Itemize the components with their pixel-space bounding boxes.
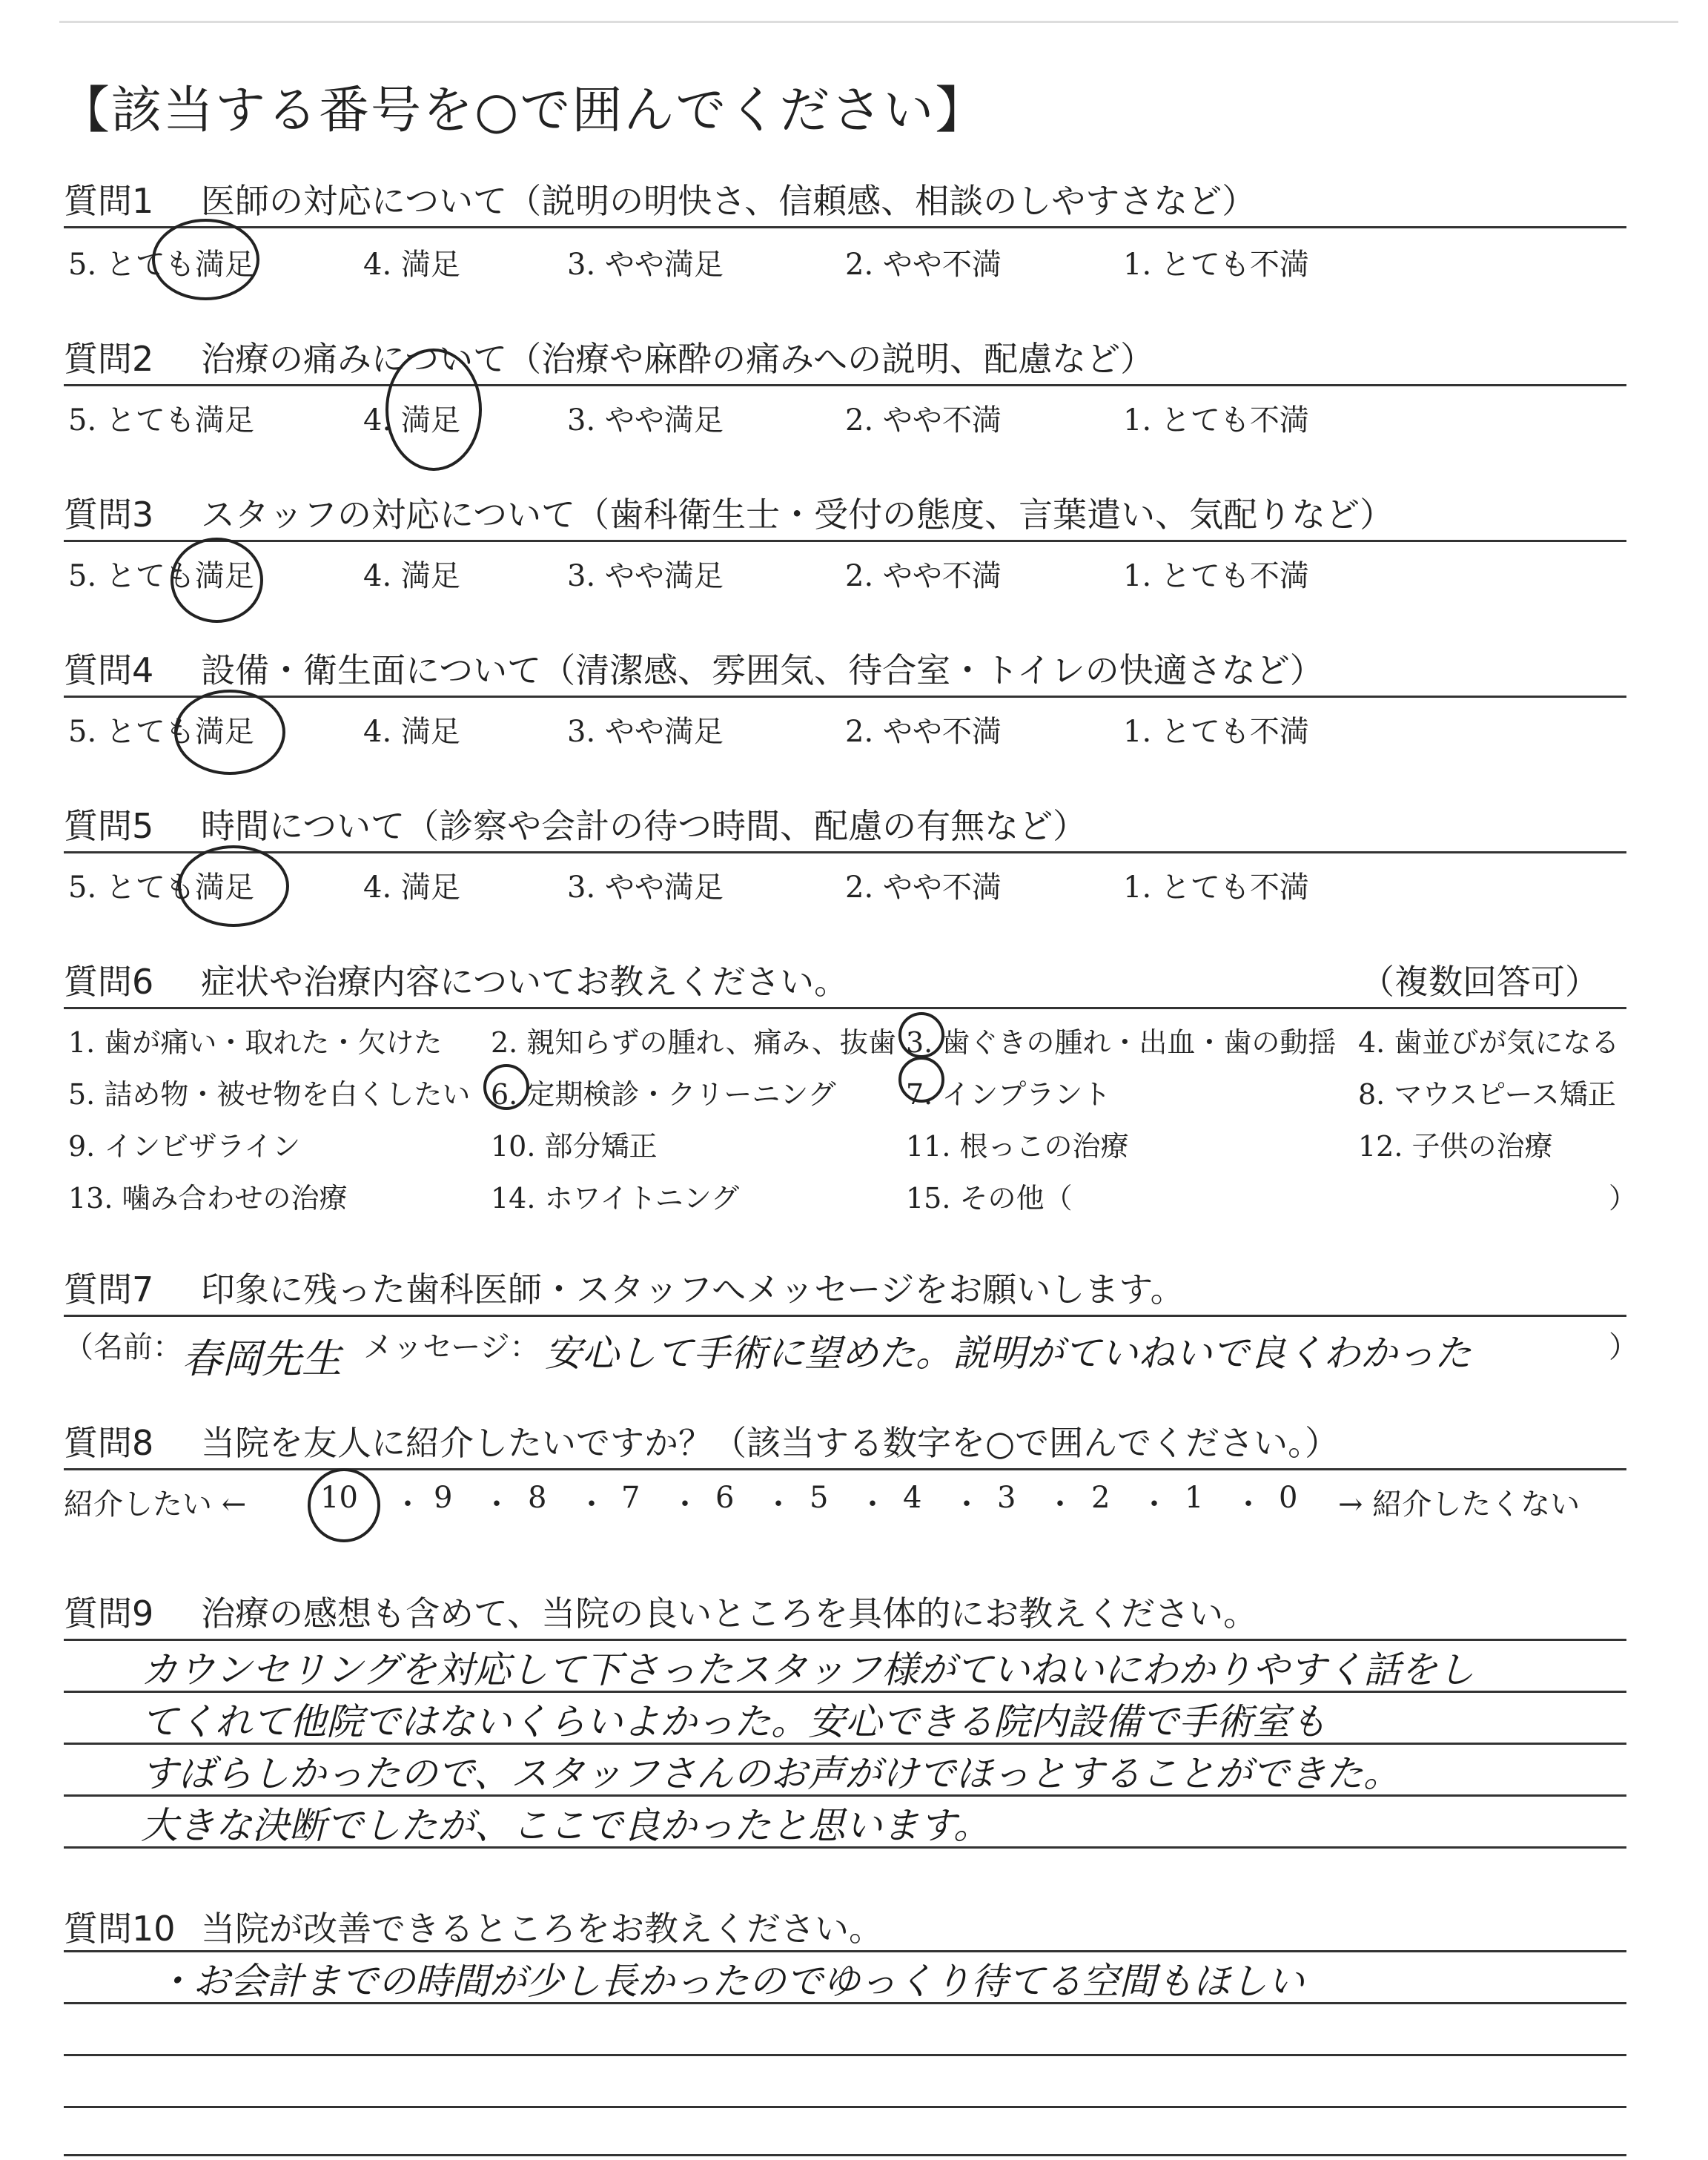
question-text: 当院を友人に紹介したいですか？（該当する数字を○で囲んでください。） bbox=[201, 1423, 1340, 1463]
name-handwritten[interactable]: 春岡先生 bbox=[182, 1335, 342, 1382]
answer-text-line[interactable]: 大きな決断でしたが、ここで良かったと思います。 bbox=[141, 1804, 990, 1847]
answer-text-line[interactable]: すばらしかったので、スタッフさんのお声がけでほっとすることができた。 bbox=[141, 1752, 1400, 1795]
page-title: 【該当する番号を○で囲んでください】 bbox=[59, 82, 987, 140]
symptom-option-13[interactable]: 13. 噛み合わせの治療 bbox=[68, 1182, 348, 1215]
recommend-right-label: → 紹介したくない bbox=[1338, 1487, 1580, 1522]
symptom-option-3[interactable]: 3. 歯ぐきの腫れ・出血・歯の動揺 bbox=[906, 1026, 1337, 1059]
scale-10[interactable]: 10 bbox=[320, 1481, 358, 1515]
divider bbox=[64, 696, 1626, 698]
question-text: 治療の感想も含めて、当院の良いところを具体的にお教えください。 bbox=[201, 1593, 1258, 1634]
scale-0[interactable]: 0 bbox=[1279, 1481, 1298, 1515]
other-close-paren: ） bbox=[1609, 1182, 1638, 1215]
question-text: 症状や治療内容についてお教えください。 bbox=[201, 962, 849, 1002]
scale-dot: ・ bbox=[393, 1487, 423, 1522]
symptom-option-11[interactable]: 11. 根っこの治療 bbox=[906, 1130, 1129, 1163]
multiple-answers-note: （複数回答可） bbox=[1360, 962, 1599, 1002]
question-text: 印象に残った歯科医師・スタッフへメッセージをお願いします。 bbox=[201, 1269, 1185, 1309]
rating-option-4[interactable]: 4. 満足 bbox=[363, 403, 460, 437]
question-number: 質問9 bbox=[64, 1593, 154, 1634]
scale-dot: ・ bbox=[1139, 1487, 1169, 1522]
message-label: メッセージ： bbox=[363, 1330, 540, 1364]
question-10 bbox=[64, 1902, 883, 1951]
symptom-option-5[interactable]: 5. 詰め物・被せ物を白くしたい bbox=[68, 1078, 471, 1111]
rating-option-1[interactable]: 1. とても不満 bbox=[1123, 559, 1309, 593]
question-8 bbox=[64, 1416, 1339, 1465]
answer-line bbox=[64, 2106, 1626, 2108]
rating-option-5[interactable]: 5. とても満足 bbox=[68, 715, 254, 749]
message-close-paren: ） bbox=[1609, 1330, 1638, 1364]
question-number: 質問2 bbox=[64, 339, 154, 379]
symptom-option-8[interactable]: 8. マウスピース矯正 bbox=[1358, 1078, 1616, 1111]
scale-dot: ・ bbox=[952, 1487, 982, 1522]
question-number: 質問10 bbox=[64, 1909, 176, 1949]
symptom-option-1[interactable]: 1. 歯が痛い・取れた・欠けた bbox=[68, 1026, 443, 1059]
scale-6[interactable]: 6 bbox=[715, 1481, 735, 1515]
rating-option-1[interactable]: 1. とても不満 bbox=[1123, 871, 1309, 905]
symptom-option-12[interactable]: 12. 子供の治療 bbox=[1358, 1130, 1553, 1163]
scale-1[interactable]: 1 bbox=[1185, 1481, 1204, 1515]
question-3 bbox=[64, 488, 1394, 537]
rating-option-2[interactable]: 2. やや不満 bbox=[845, 248, 1002, 282]
symptom-option-15[interactable]: 15. その他（ bbox=[906, 1182, 1073, 1215]
scale-8[interactable]: 8 bbox=[528, 1481, 547, 1515]
symptom-option-10[interactable]: 10. 部分矯正 bbox=[491, 1130, 658, 1163]
answer-text-line[interactable]: ・お会計までの時間が少し長かったのでゆっくり待てる空間もほしい bbox=[156, 1960, 1305, 2003]
question-text: 時間について（診察や会計の待つ時間、配慮の有無など） bbox=[201, 806, 1088, 846]
rating-option-4[interactable]: 4. 満足 bbox=[363, 248, 460, 282]
question-1 bbox=[64, 174, 1256, 223]
rating-option-1[interactable]: 1. とても不満 bbox=[1123, 248, 1309, 282]
scale-3[interactable]: 3 bbox=[997, 1481, 1016, 1515]
question-text: スタッフの対応について（歯科衛生士・受付の態度、言葉遣い、気配りなど） bbox=[201, 495, 1394, 535]
scale-dot: ・ bbox=[1234, 1487, 1263, 1522]
rating-option-4[interactable]: 4. 満足 bbox=[363, 715, 460, 749]
rating-option-2[interactable]: 2. やや不満 bbox=[845, 871, 1002, 905]
question-text: 医師の対応について（説明の明快さ、信頼感、相談のしやすさなど） bbox=[201, 181, 1257, 221]
question-2 bbox=[64, 332, 1154, 381]
answer-text-line[interactable]: てくれて他院ではないくらいよかった。安心できる院内設備で手術室も bbox=[141, 1700, 1327, 1743]
rating-option-5[interactable]: 5. とても満足 bbox=[68, 403, 254, 437]
divider bbox=[64, 851, 1626, 853]
question-number: 質問1 bbox=[64, 181, 154, 221]
scale-2[interactable]: 2 bbox=[1091, 1481, 1110, 1515]
answer-line bbox=[64, 2054, 1626, 2056]
question-text: 設備・衛生面について（清潔感、雰囲気、待合室・トイレの快適さなど） bbox=[201, 650, 1324, 690]
question-number: 質問3 bbox=[64, 495, 154, 535]
symptom-option-2[interactable]: 2. 親知らずの腫れ、痛み、抜歯 bbox=[491, 1026, 896, 1059]
symptom-option-14[interactable]: 14. ホワイトニング bbox=[491, 1182, 740, 1215]
scale-dot: ・ bbox=[858, 1487, 887, 1522]
rating-option-1[interactable]: 1. とても不満 bbox=[1123, 715, 1309, 749]
question-6 bbox=[64, 955, 848, 1004]
question-number: 質問7 bbox=[64, 1269, 154, 1309]
divider bbox=[64, 1468, 1626, 1470]
question-number: 質問4 bbox=[64, 650, 154, 690]
recommend-left-label: 紹介したい ← bbox=[64, 1487, 247, 1522]
scale-5[interactable]: 5 bbox=[810, 1481, 829, 1515]
rating-option-4[interactable]: 4. 満足 bbox=[363, 871, 460, 905]
scale-dot: ・ bbox=[577, 1487, 606, 1522]
symptom-option-6[interactable]: 6. 定期検診・クリーニング bbox=[491, 1078, 836, 1111]
scale-dot: ・ bbox=[1045, 1487, 1075, 1522]
scale-7[interactable]: 7 bbox=[621, 1481, 640, 1515]
rating-option-1[interactable]: 1. とても不満 bbox=[1123, 403, 1309, 437]
message-handwritten[interactable]: 安心して手術に望めた。説明がていねいで良くわかった bbox=[545, 1332, 1472, 1375]
divider bbox=[64, 226, 1626, 228]
symptom-option-9[interactable]: 9. インビザライン bbox=[68, 1130, 301, 1163]
rating-option-2[interactable]: 2. やや不満 bbox=[845, 403, 1002, 437]
symptom-option-7[interactable]: 7. インプラント bbox=[906, 1078, 1111, 1111]
divider bbox=[64, 1007, 1626, 1009]
divider bbox=[64, 384, 1626, 386]
scale-dot: ・ bbox=[670, 1487, 700, 1522]
question-number: 質問8 bbox=[64, 1423, 154, 1463]
symptom-option-4[interactable]: 4. 歯並びが気になる bbox=[1358, 1026, 1620, 1059]
divider bbox=[64, 1315, 1626, 1317]
rating-option-4[interactable]: 4. 満足 bbox=[363, 559, 460, 593]
question-4 bbox=[64, 644, 1324, 693]
rating-option-3[interactable]: 3. やや満足 bbox=[567, 248, 724, 282]
top-border bbox=[59, 21, 1678, 23]
rating-option-3[interactable]: 3. やや満足 bbox=[567, 559, 724, 593]
question-text: 治療の痛みについて（治療や麻酔の痛みへの説明、配慮など） bbox=[201, 339, 1155, 379]
question-text: 当院が改善できるところをお教えください。 bbox=[201, 1909, 883, 1949]
name-label: （名前： bbox=[64, 1330, 182, 1364]
question-number: 質問6 bbox=[64, 962, 154, 1002]
scale-dot: ・ bbox=[764, 1487, 793, 1522]
rating-option-3[interactable]: 3. やや満足 bbox=[567, 871, 724, 905]
rating-option-5[interactable]: 5. とても満足 bbox=[68, 559, 254, 593]
rating-option-5[interactable]: 5. とても満足 bbox=[68, 248, 254, 282]
answer-line bbox=[64, 2154, 1626, 2156]
question-5 bbox=[64, 799, 1087, 848]
scale-4[interactable]: 4 bbox=[903, 1481, 922, 1515]
question-9 bbox=[64, 1587, 1257, 1636]
rating-option-5[interactable]: 5. とても満足 bbox=[68, 871, 254, 905]
rating-option-2[interactable]: 2. やや不満 bbox=[845, 715, 1002, 749]
rating-option-3[interactable]: 3. やや満足 bbox=[567, 715, 724, 749]
divider bbox=[64, 540, 1626, 542]
question-number: 質問5 bbox=[64, 806, 154, 846]
scale-9[interactable]: 9 bbox=[434, 1481, 453, 1515]
rating-option-3[interactable]: 3. やや満足 bbox=[567, 403, 724, 437]
question-7 bbox=[64, 1263, 1185, 1312]
answer-text-line[interactable]: カウンセリングを対応して下さったスタッフ様がていねいにわかりやすく話をし bbox=[141, 1648, 1474, 1691]
scale-dot: ・ bbox=[482, 1487, 512, 1522]
rating-option-2[interactable]: 2. やや不満 bbox=[845, 559, 1002, 593]
